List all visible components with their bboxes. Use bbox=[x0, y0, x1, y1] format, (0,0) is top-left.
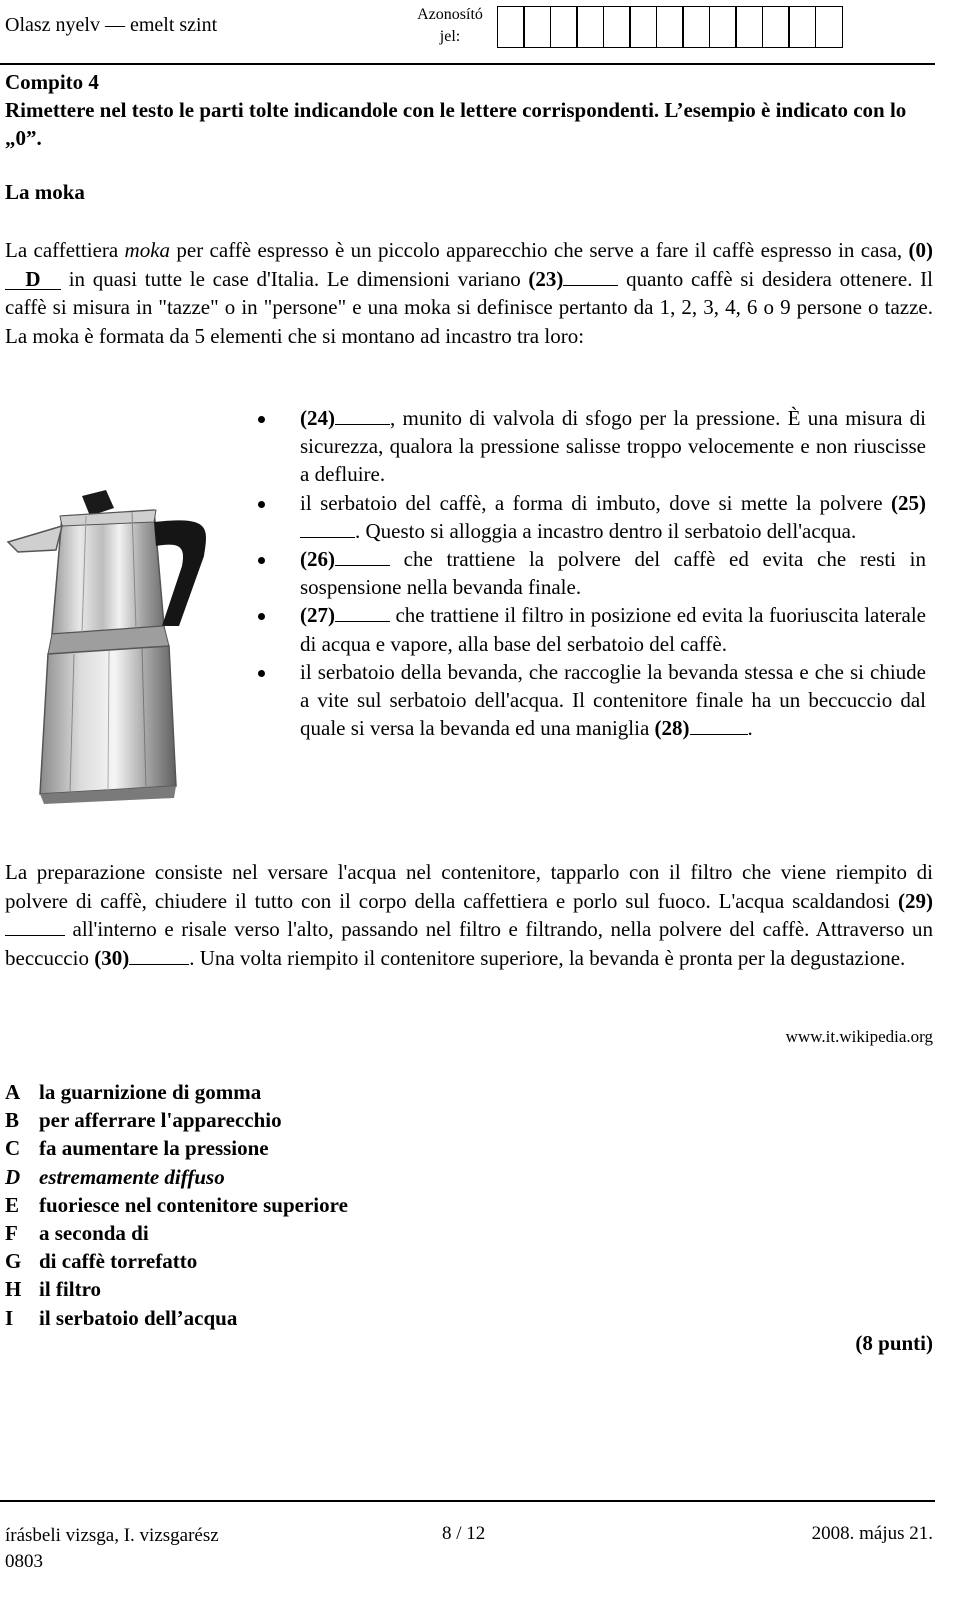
id-box[interactable] bbox=[497, 6, 525, 48]
option-letter: B bbox=[5, 1108, 20, 1133]
list-item bbox=[258, 545, 926, 601]
option-letter: E bbox=[5, 1192, 20, 1217]
p1-s1-italic: moka bbox=[124, 238, 171, 262]
gap-29-number: (29) bbox=[898, 888, 933, 913]
id-box[interactable] bbox=[603, 6, 631, 48]
id-box[interactable] bbox=[762, 6, 790, 48]
option-b bbox=[5, 1106, 282, 1134]
option-e bbox=[5, 1191, 348, 1219]
gap-28-blank[interactable] bbox=[690, 716, 748, 735]
gap-26-number: (26) bbox=[300, 547, 335, 572]
p1-s4: quanto caffè si desidera ottenere. Il caffè si misura in "tazze" o in "persone" e una moka si definisce pertanto da 1, 2, 3, 4, 6 o 9 persone o tazze. La moka è formata da 5 elementi che si montano ad incastro tra loro: bbox=[5, 266, 933, 348]
option-a bbox=[5, 1078, 261, 1106]
id-box[interactable] bbox=[815, 6, 843, 48]
gap-23-blank[interactable] bbox=[563, 267, 618, 286]
p2-s2: all'interno e risale verso l'alto, passando nel filtro e filtrando, nella polvere del caffè. Attraverso un beccuccio bbox=[5, 917, 933, 970]
gap-29-blank[interactable] bbox=[5, 917, 65, 936]
id-box[interactable] bbox=[735, 6, 763, 48]
p2-s3: . Una volta riempito il contenitore superiore, la bevanda è pronta per la degustazione. bbox=[189, 945, 906, 970]
id-boxes[interactable] bbox=[498, 6, 843, 48]
list-item bbox=[258, 489, 926, 545]
exam-title: Olasz nyelv — emelt szint bbox=[5, 14, 218, 36]
option-i bbox=[5, 1304, 237, 1332]
option-letter: A bbox=[5, 1080, 21, 1104]
gap-24-blank[interactable] bbox=[335, 406, 390, 425]
task-instruction: Rimettere nel testo le parti tolte indicandole con le lettere corrispondenti. L’esempio è indicato con lo „0”. bbox=[5, 98, 907, 150]
list-item bbox=[258, 658, 926, 743]
option-text: la guarnizione di gomma bbox=[39, 1080, 262, 1104]
option-text: estremamente diffuso bbox=[39, 1164, 225, 1189]
option-letter: I bbox=[5, 1305, 14, 1330]
gap-24-number: (24) bbox=[300, 406, 335, 430]
bullet-5-text-a: il serbatoio della bevanda, che raccoglie la bevanda stessa e che si chiude a vite sul serbatoio dell'acqua. Il contenitore finale ha un beccuccio dal quale si versa la bevanda ed una maniglia bbox=[300, 659, 926, 741]
header-divider bbox=[0, 63, 935, 65]
example-answer: D bbox=[5, 269, 61, 290]
id-label-line2: jel: bbox=[439, 28, 461, 45]
id-box[interactable] bbox=[788, 6, 816, 48]
footer-code: 0803 bbox=[5, 1551, 43, 1572]
id-box[interactable] bbox=[682, 6, 710, 48]
id-label bbox=[410, 4, 490, 48]
list-item bbox=[258, 601, 926, 657]
p1-s1: La caffettiera bbox=[5, 238, 125, 262]
exam-date: 2008. május 21. bbox=[811, 1523, 933, 1544]
gap-28-number: (28) bbox=[654, 716, 690, 741]
option-d bbox=[5, 1163, 225, 1191]
option-c bbox=[5, 1134, 269, 1162]
example-number: (0) bbox=[908, 238, 933, 262]
task-title: Compito 4 bbox=[5, 70, 99, 94]
bullet-2-text-b: . Questo si alloggia a incastro dentro il serbatoio dell'acqua. bbox=[355, 518, 857, 543]
bullet-5-text-b: . bbox=[747, 716, 753, 741]
bullet-3-text: che trattiene la polvere del caffè ed evita che resti in sospensione nella bevanda finale. bbox=[300, 547, 926, 600]
option-text: il filtro bbox=[39, 1277, 102, 1302]
footer-divider bbox=[0, 1500, 935, 1502]
id-box[interactable] bbox=[709, 6, 737, 48]
option-text: il serbatoio dell’acqua bbox=[39, 1305, 238, 1330]
points: (8 punti) bbox=[855, 1331, 933, 1355]
option-h bbox=[5, 1275, 101, 1303]
gap-26-blank[interactable] bbox=[335, 547, 390, 566]
id-box[interactable] bbox=[656, 6, 684, 48]
gap-30-blank[interactable] bbox=[129, 946, 189, 965]
upper-chamber bbox=[52, 510, 164, 634]
list-item bbox=[258, 404, 926, 489]
option-f bbox=[5, 1219, 149, 1247]
lid-knob bbox=[82, 490, 114, 516]
footer-exam-part: írásbeli vizsga, I. vizsgarész bbox=[5, 1525, 219, 1546]
id-box[interactable] bbox=[629, 6, 657, 48]
option-letter: D bbox=[5, 1164, 21, 1189]
option-text: fuoriesce nel contenitore superiore bbox=[39, 1192, 348, 1217]
option-letter: G bbox=[5, 1249, 22, 1274]
option-text: di caffè torrefatto bbox=[39, 1249, 198, 1274]
id-label-line1: Azonosító bbox=[417, 6, 483, 23]
bullet-4-text: che trattiene il filtro in posizione ed evita la fuoriuscita laterale di acqua e vapore, alla base del serbatoio del caffè. bbox=[300, 603, 926, 656]
gap-27-number: (27) bbox=[300, 603, 335, 628]
gap-30-number: (30) bbox=[94, 945, 130, 970]
option-g bbox=[5, 1247, 197, 1275]
gap-27-blank[interactable] bbox=[335, 603, 390, 622]
id-box[interactable] bbox=[576, 6, 604, 48]
option-letter: F bbox=[5, 1221, 18, 1245]
source-link: www.it.wikipedia.org bbox=[785, 1027, 933, 1046]
bullet-1-text: , munito di valvola di sfogo per la pressione. È una misura di sicurezza, qualora la pressione salisse troppo velocemente e non riuscisse a defluire. bbox=[300, 406, 926, 487]
page-number: 8 / 12 bbox=[442, 1523, 486, 1544]
option-text: fa aumentare la pressione bbox=[39, 1136, 269, 1161]
text-title: La moka bbox=[5, 180, 85, 204]
paragraph-2 bbox=[5, 858, 933, 972]
p1-s3: in quasi tutte le case d'Italia. Le dimensioni variano bbox=[61, 266, 529, 291]
elements-list bbox=[258, 404, 926, 742]
id-box[interactable] bbox=[550, 6, 578, 48]
option-letter: C bbox=[5, 1136, 21, 1161]
option-text: per afferrare l'apparecchio bbox=[39, 1108, 282, 1133]
spout bbox=[8, 526, 62, 552]
bullet-2-text-a: il serbatoio del caffè, a forma di imbuto, dove si mette la polvere bbox=[300, 490, 891, 515]
moka-pot-image bbox=[4, 486, 234, 836]
option-letter: H bbox=[5, 1277, 22, 1302]
gap-25-number: (25) bbox=[891, 490, 926, 515]
footer-exam-info bbox=[5, 1523, 219, 1575]
p1-s2: per caffè espresso è un piccolo apparecchio che serve a fare il caffè espresso in casa, bbox=[170, 238, 909, 262]
gap-25-blank[interactable] bbox=[300, 519, 355, 538]
gap-23-number: (23) bbox=[528, 266, 564, 291]
option-text: a seconda di bbox=[39, 1221, 149, 1245]
paragraph-1 bbox=[5, 236, 933, 350]
id-box[interactable] bbox=[523, 6, 551, 48]
p2-s1: La preparazione consiste nel versare l'acqua nel contenitore, tapparlo con il filtro che viene riempito di polvere di caffè, chiudere il tutto con il corpo della caffettiera e porlo sul fuoco. L'acqua scaldandosi bbox=[5, 860, 933, 913]
